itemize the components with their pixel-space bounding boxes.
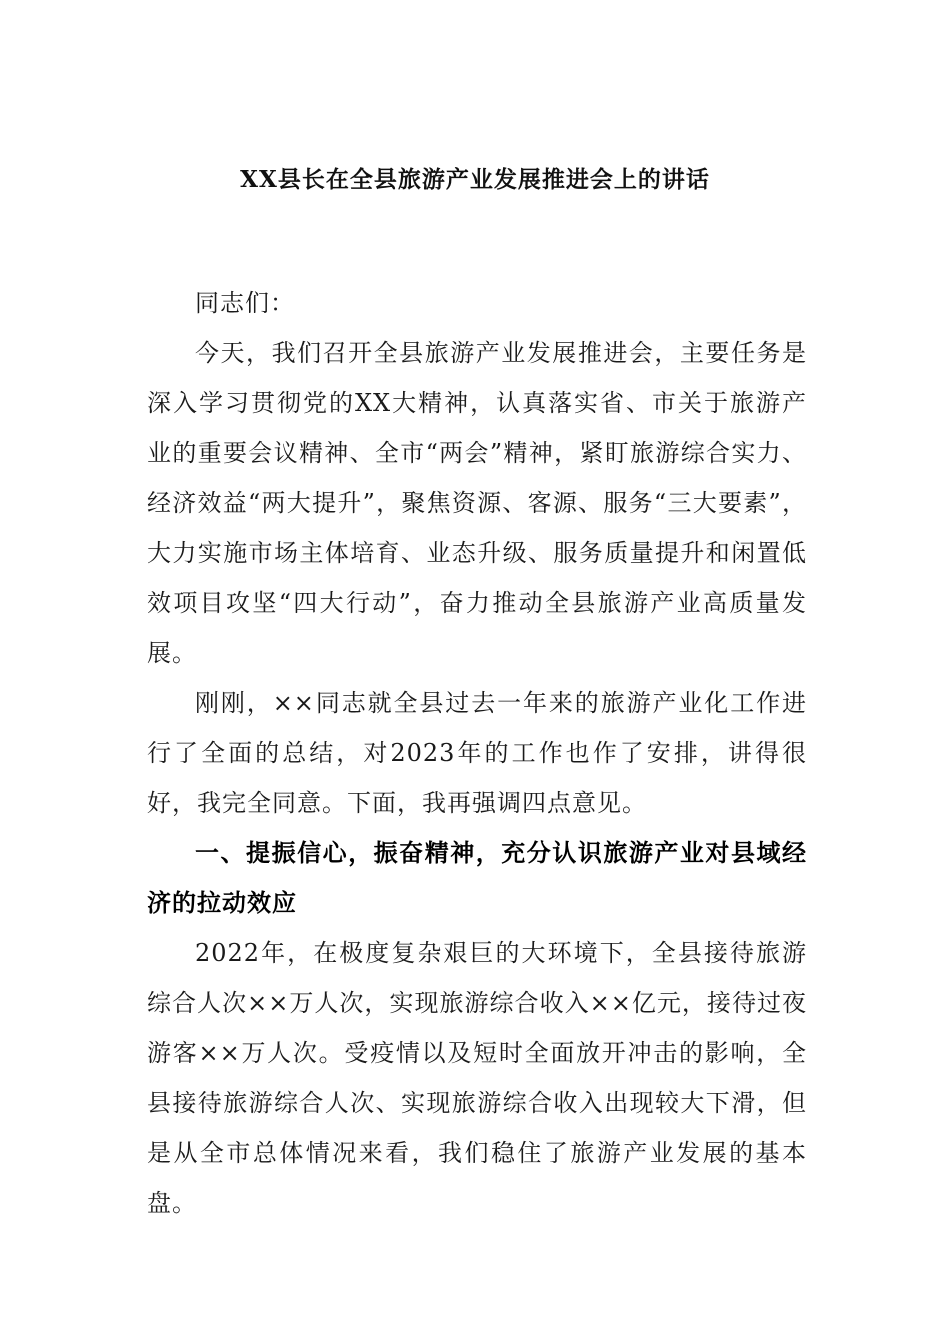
paragraph-opening: 今天，我们召开全县旅游产业发展推进会，主要任务是深入学习贯彻党的XX大精神，认真落实省、市关于旅游产业的重要会议精神、全市“两会”精神，紧盯旅游综合实力、经济效益“两大提升”，聚焦资源、客源、服务“三大要素”，大力实施市场主体培育、业态升级、服务质量提升和闲置低效项目攻坚“四大行动”，奋力推动全县旅游产业高质量发展。 xyxy=(147,339,807,667)
paragraph-summary: 刚刚，××同志就全县过去一年来的旅游产业化工作进行了全面的总结，对2023年的工作也作了安排，讲得很好，我完全同意。下面，我再强调四点意见。 xyxy=(147,689,807,817)
salutation: 同志们： xyxy=(195,289,295,317)
document-body xyxy=(147,278,807,1228)
paragraph-section-1: 2022年，在极度复杂艰巨的大环境下，全县接待旅游综合人次××万人次，实现旅游综合收入××亿元，接待过夜游客××万人次。受疫情以及短时全面放开冲击的影响，全县接待旅游综合人次、实现旅游综合收入出现较大下滑，但是从全市总体情况来看，我们稳住了旅游产业发展的基本盘。 xyxy=(147,939,807,1217)
section-heading-1: 一、提振信心，振奋精神，充分认识旅游产业对县域经济的拉动效应 xyxy=(147,838,807,917)
document-title: XX县长在全县旅游产业发展推进会上的讲话 xyxy=(240,166,710,193)
